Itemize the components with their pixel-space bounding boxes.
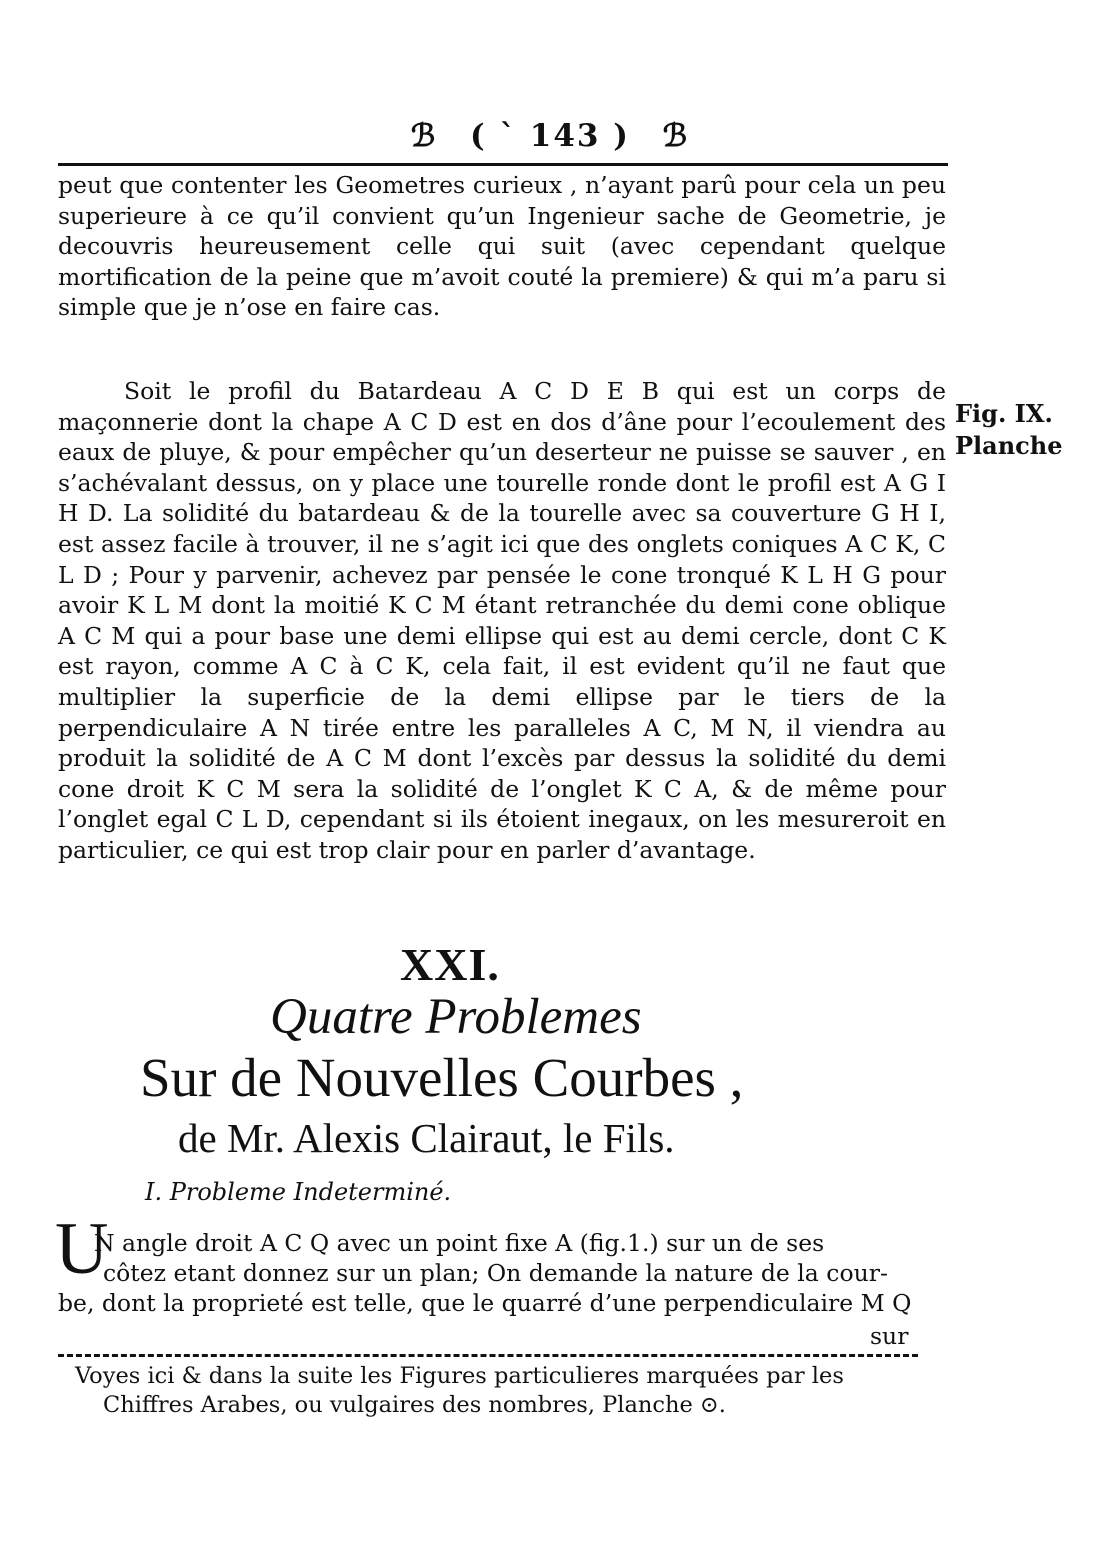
problem-text [58,1228,916,1318]
problem-line-2: côtez etant donnez sur un plan; On demande la nature de la cour- [103,1259,888,1287]
left-ornament: ℬ [410,118,438,154]
paragraph-2-text: Soit le profil du Batardeau A C D E B qui est un corps de maçonnerie dont la chape A C D est en dos d’âne pour l’ecoulement des eaux de pluye, & pour empêcher qu’un deserteur ne puisse se sauver , en s’achévalant dessus, on y place une tourelle ronde dont le profil est A G I H D. La solidité du batardeau & de la tourelle avec sa couverture G H I, est assez facile à trouver, il ne s’agit ici que des onglets coniques A C K, C L D ; Pour y parvenir, achevez par pensée le cone tronqué K L H G pour avoir K L M dont la moitié K C M étant retranchée du demi cone oblique A C M qui a pour base une demi ellipse qui est au demi cercle, dont C K est rayon, comme A C à C K, cela fait, il est evident qu’il ne faut que multiplier la superficie de la demi ellipse par le tiers de la perpendiculaire A N tirée entre les paralleles A C, M N, il viendra au produit la solidité de A C M dont l’excès par dessus la solidité du demi cone droit K C M sera la solidité de l’onglet K C A, & de même pour l’onglet egal C L D, cependant si ils étoient inegaux, on les mesureroit en particulier, ce qui est trop clair pour en parler d’avantage. [58,377,946,864]
page-number: ( ˋ 143 ) [470,118,630,154]
paragraph-1 [58,170,946,323]
problem-line-3: be, dont la proprieté est telle, que le quarré d’une perpendiculaire M Q [58,1289,912,1317]
problem-line-1: N angle droit A C Q avec un point fixe A (fig.1.) sur un de ses [94,1229,825,1257]
drop-cap: U [55,1208,109,1290]
footnote-line-2: Chiffres Arabes, ou vulgaires des nombres, Planche ⊙. [103,1392,726,1418]
section-author: de Mr. Alexis Clairaut, le Fils. [178,1115,675,1161]
footnote-line-1: Voyes ici & dans la suite les Figures particulieres marquées par les [75,1363,844,1389]
section-subtitle: Sur de Nouvelles Courbes , [140,1047,744,1108]
margin-note-planche: Planche [955,431,1063,460]
right-ornament: ℬ [662,118,690,154]
paragraph-2 [58,376,946,866]
running-head [0,118,1100,154]
paragraph-1-text: peut que contenter les Geometres curieux , n’ayant parû pour cela un peu superieure à ce qu’il convient qu’un Ingenieur sache de Geometrie, je decouvris heureusement celle qui suit (avec cependant quelque mortification de la peine que m’avoit couté la premiere) & qui m’a paru si simple que je n’ose en faire cas. [58,171,946,322]
margin-note-fig: Fig. IX. [955,399,1053,428]
header-rule [58,163,948,166]
footnote-rule [58,1354,918,1357]
footnote [75,1362,935,1420]
catchword: sur [870,1322,909,1350]
problem-heading: I. Probleme Indeterminé. [145,1178,452,1206]
section-title: Quatre Problemes [270,989,642,1045]
margin-note [955,398,1063,462]
section-number: XXI. [400,939,500,990]
